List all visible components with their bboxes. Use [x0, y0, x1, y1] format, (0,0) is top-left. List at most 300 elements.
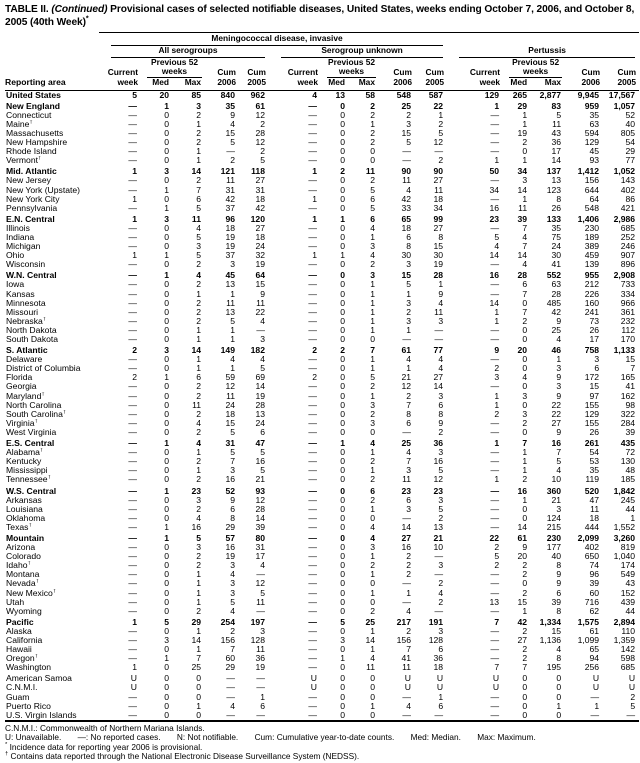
pertussis-med-cell: 20	[517, 345, 528, 356]
reporting-area-cell: Washington	[6, 663, 52, 673]
pertussis-cum-2006-cell: 73	[589, 315, 600, 326]
reporting-area-cell: C.N.M.I.	[6, 683, 38, 693]
all-serogroups-max-cell: 16	[191, 521, 201, 532]
pertussis-cum-2005-cell: 252	[620, 231, 636, 242]
pertussis-current-week-cell: 4	[494, 241, 500, 252]
all-serogroups-cum-2006-cell: 60	[225, 653, 235, 664]
pertussis-current-week-cell: —	[490, 691, 500, 702]
serogroup-unknown-cum-2006-cell: 5	[406, 137, 411, 148]
pertussis-cum-2006-cell: 62	[589, 605, 600, 616]
serogroup-unknown-max-cell: 2	[370, 456, 375, 467]
serogroup-unknown-current-week-cell: —	[308, 279, 317, 290]
all-serogroups-current-week-cell: —	[128, 363, 137, 374]
pertussis-cum-2006-cell: 230	[584, 222, 600, 233]
all-serogroups-cum-2005-cell: —	[256, 709, 265, 720]
cum-2006-header: Cum 2006	[581, 67, 601, 87]
reporting-area-cell: Alaska	[6, 626, 32, 636]
pertussis-cum-2005-cell: 98	[625, 399, 636, 410]
all-serogroups-current-week-cell: —	[128, 503, 137, 514]
pertussis-max-cell: 43	[551, 127, 562, 138]
pertussis-med-cell: 7	[522, 222, 528, 233]
all-serogroups-med-cell: 0	[164, 241, 169, 252]
serogroup-unknown-med-cell: 0	[340, 324, 345, 335]
row-connecticut	[5, 111, 639, 120]
serogroup-unknown-cum-2005-cell: 3	[438, 560, 444, 571]
all-serogroups-max-cell: 2	[196, 381, 201, 392]
pertussis-cum-2006-cell: 256	[584, 662, 600, 673]
row-kentucky	[5, 457, 639, 466]
pertussis-med-cell: 3	[522, 408, 528, 419]
pertussis-med-cell: 7	[522, 306, 528, 317]
pertussis-max-cell: 123	[546, 184, 562, 195]
pertussis-med-cell: 265	[512, 89, 528, 100]
pertussis-max-cell: 39	[551, 596, 562, 607]
all-serogroups-max-cell: 11	[192, 399, 201, 410]
pertussis-med-cell: 42	[517, 616, 528, 627]
serogroup-unknown-cum-2006-cell: 15	[401, 127, 411, 138]
serogroup-unknown-max-cell: 1	[370, 551, 375, 562]
all-serogroups-current-week-cell: —	[128, 605, 137, 616]
serogroup-unknown-cum-2005-cell: 36	[433, 653, 444, 664]
pertussis-med-cell: 1	[522, 447, 528, 458]
serogroup-unknown-current-week-cell: —	[308, 270, 317, 281]
serogroup-unknown-current-week-cell: —	[308, 635, 317, 645]
serogroup-unknown-cum-2005-cell: —	[434, 605, 444, 616]
pertussis-med-cell: 7	[522, 241, 528, 252]
current-week-header: Current week	[287, 67, 318, 87]
pertussis-max-cell: 30	[551, 250, 562, 261]
row-new-york-upstate	[5, 186, 639, 195]
serogroup-unknown-cum-2006-cell: 30	[401, 250, 411, 261]
pertussis-max-cell: 46	[551, 345, 562, 356]
serogroup-unknown-max-cell: 0	[370, 334, 375, 344]
footnote-star-marker: *	[5, 742, 8, 749]
pertussis-cum-2006-cell: 389	[584, 241, 600, 252]
cum-2005-header: Cum 2005	[247, 67, 266, 87]
pertussis-max-cell: 16	[551, 438, 562, 449]
all-serogroups-current-week-cell: —	[128, 521, 137, 532]
all-serogroups-cum-2006-cell: 5	[230, 447, 235, 458]
pertussis-cum-2006-cell: 17	[589, 334, 600, 344]
serogroup-unknown-cum-2006-cell: 1	[406, 363, 411, 374]
serogroup-unknown-med-cell: 0	[340, 381, 345, 392]
all-serogroups-current-week-cell: 1	[132, 616, 137, 627]
serogroup-unknown-cum-2005-cell: 27	[433, 372, 444, 383]
pertussis-cum-2005-cell: 72	[625, 447, 636, 458]
pertussis-current-week-cell: —	[490, 700, 500, 711]
pertussis-cum-2005-cell: 77	[625, 155, 636, 166]
all-serogroups-med-cell: 0	[164, 682, 169, 693]
serogroup-unknown-cum-2005-cell: 36	[433, 438, 444, 449]
pertussis-current-week-cell: —	[490, 334, 500, 344]
pertussis-current-week-cell: 13	[489, 596, 500, 607]
serogroup-unknown-cum-2005-cell: 2	[438, 578, 444, 589]
reporting-area-cell: New Jersey	[6, 176, 51, 186]
all-serogroups-cum-2006-cell: 3	[230, 560, 235, 571]
serogroup-unknown-med-cell: 0	[340, 175, 345, 186]
all-serogroups-max-cell: 11	[191, 213, 201, 224]
all-serogroups-max-cell: 4	[196, 417, 201, 428]
serogroup-unknown-max-cell: 4	[370, 438, 375, 449]
all-serogroups-current-week-cell: —	[128, 532, 137, 543]
serogroup-unknown-cum-2005-cell: 4	[438, 297, 444, 308]
all-serogroups-med-cell: 0	[164, 118, 169, 129]
pertussis-cum-2006-cell: 716	[584, 596, 600, 607]
reporting-area-header: Reporting area	[5, 76, 66, 87]
pertussis-current-week-cell: 2	[494, 560, 500, 571]
all-serogroups-med-cell: 1	[164, 100, 169, 111]
serogroup-unknown-cum-2005-cell: 13	[433, 521, 444, 532]
all-serogroups-current-week-cell: —	[128, 306, 137, 317]
serogroup-unknown-max-cell: 7	[370, 345, 375, 356]
serogroup-unknown-current-week-cell: —	[308, 100, 317, 111]
all-serogroups-cum-2005-cell: 64	[255, 270, 265, 281]
all-serogroups-cum-2006-cell: 19	[225, 551, 235, 562]
serogroup-unknown-current-week-cell: —	[308, 560, 317, 571]
serogroup-unknown-med-cell: 0	[340, 542, 345, 553]
all-serogroups-cum-2005-cell: 18	[255, 231, 265, 242]
serogroup-unknown-max-cell: 1	[370, 503, 375, 514]
all-serogroups-cum-2005-cell: 3	[260, 625, 265, 636]
pertussis-cum-2005-cell: 1,552	[613, 521, 636, 532]
all-serogroups-med-cell: 0	[164, 709, 169, 720]
all-serogroups-current-week-cell: —	[128, 691, 137, 702]
all-serogroups-current-week-cell: —	[128, 465, 137, 476]
all-serogroups-max-cell: 2	[196, 560, 201, 571]
pertussis-cum-2005-cell: 322	[620, 408, 636, 419]
reporting-area-cell: S. Atlantic	[6, 345, 48, 356]
serogroup-unknown-max-cell: 2	[370, 408, 375, 419]
pertussis-cum-2006-cell: 39	[589, 578, 600, 589]
max-header: Max	[358, 76, 375, 87]
serogroup-unknown-cum-2005-cell: 99	[433, 213, 444, 224]
pertussis-cum-2005-cell: 907	[620, 250, 636, 261]
serogroup-unknown-med-cell: 0	[340, 259, 345, 270]
footnote-abbr-item: Med: Median.	[410, 732, 461, 743]
serogroup-unknown-cum-2006-cell: 4	[406, 447, 411, 458]
all-serogroups-med-cell: 0	[164, 193, 169, 204]
serogroup-unknown-max-cell: 6	[370, 193, 375, 204]
pertussis-med-cell: 61	[517, 532, 528, 543]
serogroup-unknown-current-week-cell: —	[308, 241, 317, 252]
pertussis-cum-2005-cell: 1,040	[613, 551, 636, 562]
all-serogroups-max-cell: 7	[196, 653, 201, 664]
pertussis-cum-2006-cell: 60	[589, 587, 600, 598]
serogroup-unknown-med-cell: 0	[340, 193, 345, 204]
serogroup-unknown-med-cell: 0	[340, 551, 345, 562]
row-new-england	[5, 100, 639, 111]
all-serogroups-cum-2005-cell: 28	[255, 127, 265, 138]
serogroup-unknown-max-cell: 0	[370, 596, 375, 607]
pertussis-cum-2006-cell: 65	[589, 644, 600, 655]
reporting-area-cell: Tennessee†	[6, 475, 51, 485]
pertussis-cum-2005-cell: 402	[620, 184, 636, 195]
reporting-area-cell: Texas†	[6, 522, 32, 532]
pertussis-current-week-cell: —	[490, 354, 500, 365]
all-serogroups-cum-2005-cell: 5	[260, 447, 265, 458]
reporting-area-cell: North Dakota	[6, 325, 57, 335]
pertussis-max-cell: 41	[551, 259, 562, 270]
reporting-area-cell: Louisiana	[6, 504, 43, 514]
serogroup-unknown-max-cell: 14	[365, 635, 375, 645]
serogroup-unknown-med-cell: 0	[340, 334, 345, 344]
all-serogroups-max-cell: 2	[196, 137, 201, 148]
pertussis-cum-2005-cell: 685	[620, 662, 636, 673]
serogroup-unknown-max-cell: 1	[370, 279, 375, 290]
serogroup-unknown-current-week-cell: —	[308, 587, 317, 598]
serogroup-unknown-cum-2005-cell: 22	[433, 100, 444, 111]
serogroup-unknown-current-week-cell: —	[308, 644, 317, 655]
reporting-area-cell: Arizona	[6, 543, 36, 553]
pertussis-med-cell: 27	[517, 635, 528, 645]
pertussis-cum-2005-cell: 39	[625, 426, 636, 437]
all-serogroups-cum-2005-cell: 11	[256, 297, 265, 308]
all-serogroups-current-week-cell: —	[128, 354, 137, 365]
row-idaho	[5, 561, 639, 570]
pertussis-max-cell: 25	[551, 324, 562, 335]
all-serogroups-max-cell: 1	[196, 447, 201, 458]
reporting-area-cell: Massachusetts	[6, 128, 64, 138]
row-illinois	[5, 224, 639, 233]
pertussis-med-cell: 2	[522, 474, 528, 485]
all-serogroups-max-cell: 1	[196, 146, 201, 157]
all-serogroups-max-cell: 0	[196, 682, 201, 693]
serogroup-unknown-cum-2006-cell: 14	[401, 521, 411, 532]
serogroup-unknown-current-week-cell: —	[308, 137, 317, 148]
all-serogroups-max-cell: 4	[196, 270, 201, 281]
reporting-area-cell: Montana	[6, 570, 40, 580]
table-body	[5, 90, 639, 721]
footnote-abbr-item: —: No reported cases.	[77, 732, 161, 743]
pertussis-cum-2005-cell: 142	[620, 644, 636, 655]
serogroup-unknown-max-cell: 1	[370, 315, 375, 326]
all-serogroups-current-week-cell: —	[128, 456, 137, 467]
pertussis-cum-2005-cell: 41	[625, 381, 636, 392]
all-serogroups-med-cell: 0	[164, 700, 169, 711]
reporting-area-cell: Connecticut	[6, 110, 52, 120]
serogroup-unknown-current-week-cell: —	[308, 465, 317, 476]
serogroup-unknown-current-week-cell: —	[308, 474, 317, 485]
pertussis-cum-2006-cell: 155	[584, 399, 600, 410]
pertussis-cum-2006-cell: 3	[594, 354, 600, 365]
serogroup-unknown-med-cell: 0	[340, 560, 345, 571]
all-serogroups-current-week-cell: 1	[132, 166, 137, 177]
pertussis-current-week-cell: —	[490, 605, 500, 616]
all-serogroups-med-cell: 0	[164, 691, 169, 702]
row-arizona	[5, 543, 639, 552]
all-serogroups-med-cell: 0	[164, 426, 169, 437]
serogroup-unknown-med-cell: 0	[340, 691, 345, 702]
serogroup-unknown-cum-2006-cell: 1	[406, 288, 411, 299]
all-serogroups-cum-2005-cell: 182	[250, 345, 265, 356]
pertussis-cum-2005-cell: 15	[625, 354, 636, 365]
pertussis-current-week-cell: —	[490, 447, 500, 458]
all-serogroups-med-cell: 0	[164, 569, 169, 580]
serogroup-unknown-cum-2005-cell: 6	[438, 399, 444, 410]
all-serogroups-med-cell: 0	[164, 456, 169, 467]
serogroup-unknown-max-cell: 1	[370, 644, 375, 655]
serogroup-unknown-max-cell: 2	[370, 109, 375, 120]
pertussis-cum-2005-cell: 421	[620, 202, 636, 213]
serogroup-unknown-cum-2005-cell: 90	[433, 166, 444, 177]
pertussis-header	[447, 46, 639, 58]
all-serogroups-current-week-cell: —	[128, 644, 137, 655]
previous-52-weeks-header: Previous 52 weeks	[503, 58, 565, 78]
pertussis-cum-2005-cell: 549	[620, 569, 636, 580]
all-serogroups-cum-2005-cell: 12	[255, 109, 265, 120]
all-serogroups-max-cell: 1	[196, 578, 201, 589]
serogroup-unknown-med-cell: 0	[340, 605, 345, 616]
serogroup-unknown-cum-2005-cell: 2	[438, 512, 444, 523]
pertussis-max-cell: 1,334	[539, 616, 562, 627]
all-serogroups-med-cell: 0	[164, 175, 169, 186]
pertussis-current-week-cell: —	[490, 146, 500, 157]
all-serogroups-med-cell: 0	[164, 306, 169, 317]
serogroup-unknown-cum-2005-cell: 5	[438, 465, 444, 476]
all-serogroups-cum-2005-cell: 128	[250, 635, 265, 645]
reporting-area-cell: New England	[6, 100, 60, 111]
serogroup-unknown-current-week-cell: —	[308, 127, 317, 138]
reporting-area-cell: South Dakota	[6, 335, 59, 344]
pertussis-max-cell: 9	[556, 372, 562, 383]
all-serogroups-cum-2006-cell: 2	[230, 155, 235, 166]
pertussis-cum-2006-cell: 35	[589, 465, 600, 476]
serogroup-unknown-current-week-cell: —	[308, 155, 317, 166]
pertussis-current-week-cell: —	[490, 578, 500, 589]
serogroup-unknown-current-week-cell: —	[308, 399, 317, 410]
serogroup-unknown-cum-2006-cell: 6	[406, 231, 411, 242]
all-serogroups-cum-2006-cell: 1	[230, 324, 235, 335]
pertussis-cum-2006-cell: 1,406	[577, 213, 600, 224]
all-serogroups-med-cell: 1	[164, 184, 169, 195]
all-serogroups-cum-2006-cell: —	[226, 691, 235, 702]
serogroup-unknown-cum-2005-cell: 5	[438, 127, 444, 138]
all-serogroups-cum-2006-cell: 15	[225, 127, 235, 138]
row-montana	[5, 570, 639, 579]
serogroup-unknown-max-cell: 25	[365, 616, 375, 627]
row-district-of-columbia	[5, 364, 639, 373]
pertussis-med-cell: 1	[522, 155, 528, 166]
cum-2005-header: Cum 2005	[617, 67, 637, 87]
serogroup-unknown-current-week-cell: —	[308, 417, 317, 428]
all-serogroups-cum-2006-cell: 9	[230, 494, 235, 505]
row-north-carolina	[5, 401, 639, 410]
serogroup-unknown-max-cell: 2	[370, 605, 375, 616]
all-serogroups-current-week-cell: —	[128, 700, 137, 711]
table-header	[5, 33, 639, 90]
all-serogroups-max-cell: 1	[196, 354, 201, 365]
serogroup-unknown-cum-2006-cell: 90	[401, 166, 411, 177]
pertussis-max-cell: 15	[551, 625, 562, 636]
serogroup-unknown-cum-2005-cell: —	[434, 569, 444, 580]
all-serogroups-cum-2006-cell: 52	[225, 485, 235, 496]
serogroup-unknown-max-cell: 5	[370, 372, 375, 383]
pertussis-med-cell: 2	[522, 644, 528, 655]
row-ohio	[5, 251, 639, 260]
all-serogroups-cum-2005-cell: 12	[255, 494, 265, 505]
serogroup-unknown-cum-2006-cell: 61	[401, 345, 411, 356]
pertussis-cum-2005-cell: 2,908	[613, 270, 636, 281]
row-new-hampshire	[5, 138, 639, 147]
all-serogroups-cum-2006-cell: 149	[220, 345, 235, 356]
serogroup-unknown-current-week-cell: 4	[312, 89, 317, 100]
reporting-area-cell: E.S. Central	[6, 438, 55, 449]
serogroup-unknown-current-week-cell: —	[308, 456, 317, 467]
row-nebraska	[5, 317, 639, 326]
serogroup-unknown-cum-2005-cell: 15	[433, 241, 444, 252]
serogroup-unknown-max-cell: 0	[370, 709, 375, 720]
serogroup-unknown-current-week-cell: —	[308, 175, 317, 186]
serogroup-unknown-max-cell: 1	[370, 297, 375, 308]
all-serogroups-max-cell: 85	[191, 89, 201, 100]
all-serogroups-max-cell: 2	[196, 390, 201, 401]
reporting-area-cell: Guam	[6, 692, 30, 702]
serogroup-unknown-med-cell: 0	[340, 184, 345, 195]
pertussis-cum-2006-cell: 402	[584, 542, 600, 553]
row-north-dakota	[5, 326, 639, 335]
all-serogroups-current-week-cell: —	[128, 625, 137, 636]
serogroup-unknown-current-week-cell: —	[308, 447, 317, 458]
row-california	[5, 636, 639, 645]
all-serogroups-med-cell: 0	[164, 399, 169, 410]
pertussis-cum-2005-cell: —	[626, 709, 636, 720]
serogroup-unknown-max-cell: 2	[370, 100, 375, 111]
serogroup-unknown-current-week-cell: —	[308, 306, 317, 317]
serogroup-unknown-med-cell: 0	[340, 137, 345, 148]
pertussis-current-week-cell: 23	[489, 213, 500, 224]
all-serogroups-max-cell: 3	[196, 542, 201, 553]
all-serogroups-max-cell: 0	[196, 691, 201, 702]
reporting-area-cell: Alabama†	[6, 448, 44, 458]
serogroup-unknown-med-cell: 0	[340, 288, 345, 299]
all-serogroups-max-cell: 3	[196, 494, 201, 505]
serogroup-unknown-med-cell: 0	[340, 363, 345, 374]
serogroup-unknown-med-cell: 0	[340, 109, 345, 120]
pertussis-med-cell: 14	[517, 521, 528, 532]
pertussis-med-cell: 1	[522, 605, 528, 616]
pertussis-max-cell: 9	[556, 315, 562, 326]
pertussis-max-cell: 13	[551, 175, 562, 186]
all-serogroups-current-week-cell: 1	[132, 250, 137, 261]
reporting-area-cell: Rhode Island	[6, 147, 57, 157]
reporting-area-cell: W.S. Central	[6, 485, 57, 496]
all-serogroups-cum-2006-cell: 5	[230, 596, 235, 607]
all-serogroups-cum-2005-cell: 2	[260, 146, 265, 157]
pertussis-max-cell: 552	[546, 270, 562, 281]
all-serogroups-current-week-cell: —	[128, 146, 137, 157]
row-american-samoa	[5, 672, 639, 683]
reporting-area-cell: Iowa	[6, 280, 25, 290]
all-serogroups-max-cell: 14	[191, 635, 201, 645]
pertussis-current-week-cell: —	[490, 118, 500, 129]
serogroup-unknown-current-week-cell: —	[308, 222, 317, 233]
pertussis-cum-2005-cell: 48	[625, 465, 636, 476]
footnote-cnmi: C.N.M.I.: Commonwealth of Northern Mariana Islands.	[5, 722, 205, 733]
serogroup-unknown-cum-2005-cell: 77	[433, 345, 444, 356]
serogroup-unknown-cum-2006-cell: 3	[406, 297, 411, 308]
pertussis-current-week-cell: —	[490, 709, 500, 720]
all-serogroups-med-cell: 0	[164, 334, 169, 344]
serogroup-unknown-current-week-cell: —	[308, 569, 317, 580]
pertussis-cum-2006-cell: 6	[594, 363, 600, 374]
row-kansas	[5, 290, 639, 299]
serogroup-unknown-max-cell: 1	[370, 587, 375, 598]
reporting-area-cell: Florida	[6, 373, 33, 383]
serogroup-unknown-cum-2005-cell: 10	[433, 542, 444, 553]
serogroup-unknown-cum-2006-cell: —	[402, 426, 411, 437]
all-serogroups-med-cell: 1	[164, 653, 169, 664]
serogroup-unknown-max-cell: 5	[370, 184, 375, 195]
